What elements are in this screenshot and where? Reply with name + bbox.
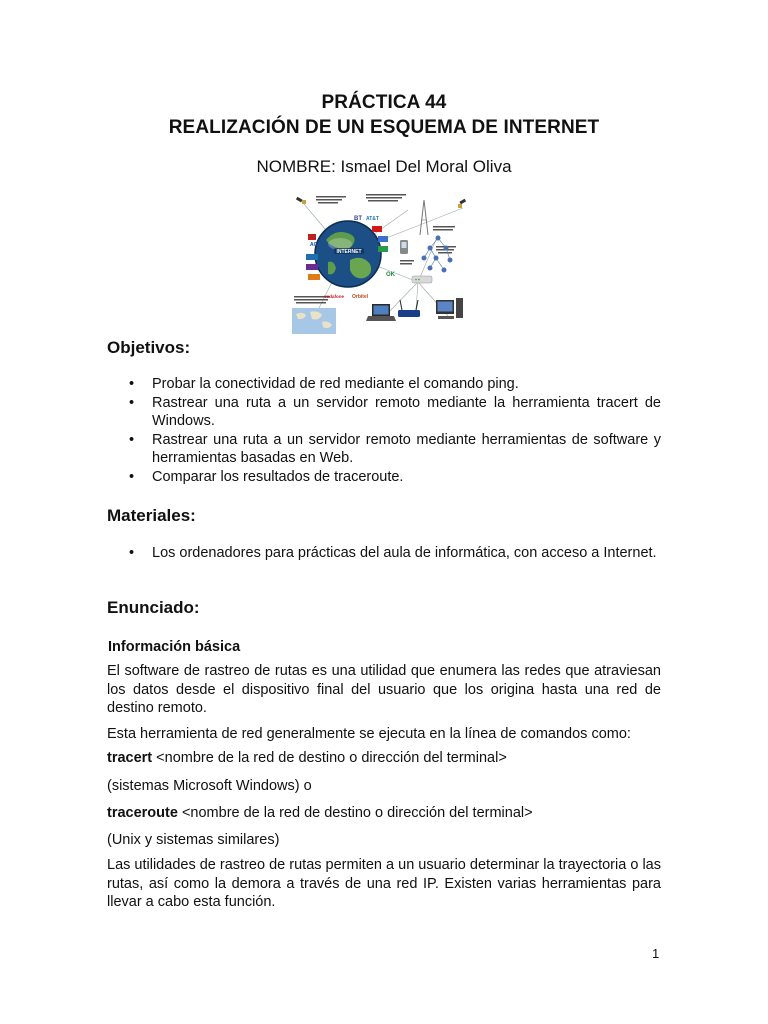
student-name: NOMBRE: Ismael Del Moral Oliva (256, 157, 512, 176)
command-name: traceroute (107, 805, 178, 821)
materiales-list (127, 544, 661, 563)
list-item: • Probar la conectividad de red mediante el comando ping. (127, 375, 661, 394)
paragraph: (Unix y sistemas similares) (107, 832, 280, 848)
section-heading-objetivos: Objetivos: (107, 338, 191, 357)
command-line-traceroute (107, 804, 661, 823)
objetivos-list (127, 375, 661, 486)
section-heading-materiales: Materiales: (107, 506, 196, 525)
paragraph: (sistemas Microsoft Windows) o (107, 778, 312, 794)
document-subtitle: REALIZACIÓN DE UN ESQUEMA DE INTERNET (168, 117, 600, 138)
brand-att: AT&T (366, 216, 379, 222)
brand-vodafone: vodafone (324, 294, 345, 299)
document-title: PRÁCTICA 44 (321, 92, 447, 113)
list-item: • Los ordenadores para prácticas del aula de informática, con acceso a Internet. (127, 544, 661, 563)
command-line-tracert (107, 749, 661, 768)
modem-icon (412, 276, 432, 283)
paragraph: Las utilidades de rastreo de rutas permiten a un usuario determinar la trayectoria o las rutas, así como la demora a través de una red IP. Existen varias herramientas para llevar a cabo esta función. (107, 857, 661, 910)
command-args: <nombre de la red de destino o dirección del terminal> (177, 805, 533, 821)
list-item: • Comparar los resultados de traceroute. (127, 468, 661, 487)
globe-icon (315, 221, 381, 287)
internet-schema-image (288, 190, 480, 338)
command-name: tracert (107, 750, 153, 766)
paragraph: El software de rastreo de rutas es una utilidad que enumera las redes que atraviesan los datos desde el dispositivo final del usuario que los origina hasta una red de destino remoto. (107, 663, 661, 716)
subheading-informacion-basica: Información básica (108, 639, 241, 655)
globe-label: INTERNET (336, 249, 362, 255)
section-heading-enunciado: Enunciado: (107, 598, 200, 617)
world-map-image (292, 308, 336, 334)
command-args: <nombre de la red de destino o dirección del terminal> (152, 750, 507, 766)
brand-orbitel: Orbitel (352, 294, 369, 300)
list-item: • Rastrear una ruta a un servidor remoto mediante herramientas de software y herramientas basadas en Web. (127, 431, 661, 468)
brand-aol: AOL (310, 242, 321, 248)
brand-bt: BT (354, 216, 362, 222)
list-item: • Rastrear una ruta a un servidor remoto mediante la herramienta tracert de Windows. (127, 394, 661, 431)
page-number: 1 (652, 946, 660, 961)
paragraph: Esta herramienta de red generalmente se ejecuta en la línea de comandos como: (107, 726, 631, 742)
brand-ok: OK (386, 272, 395, 278)
